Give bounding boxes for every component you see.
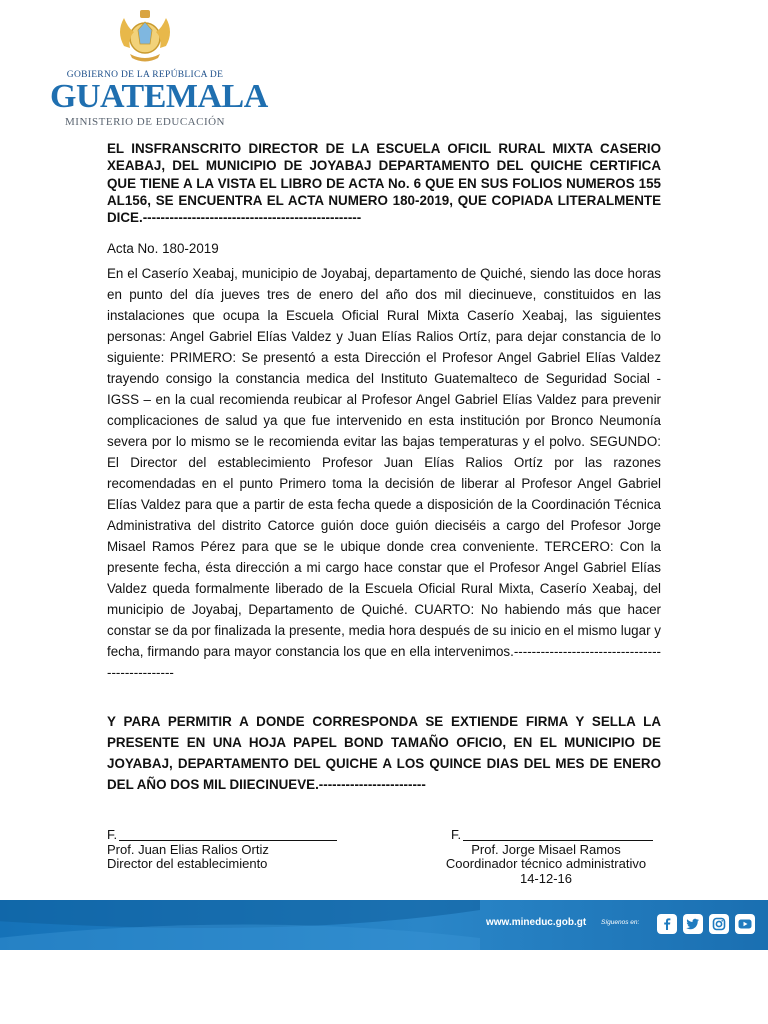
website-link[interactable]: www.mineduc.gob.gt bbox=[486, 917, 587, 928]
document-body bbox=[107, 140, 661, 795]
youtube-icon[interactable] bbox=[735, 914, 755, 934]
twitter-icon[interactable] bbox=[683, 914, 703, 934]
signature-f-label: F. bbox=[450, 827, 462, 842]
acta-number: Acta No. 180-2019 bbox=[107, 241, 219, 257]
certification-intro: EL INSFRANSCRITO DIRECTOR DE LA ESCUELA OFICIL RURAL MIXTA CASERIO XEABAJ, DEL MUNICIPIO DE JOYABAJ DEPARTAMENTO DEL QUICHE CERTIFICA QUE TIENE A LA VISTA EL LIBRO DE ACTA No. 6 QUE EN SUS FOLIOS NUMEROS 155 AL156, SE ENCUENTRA EL ACTA NUMERO 180-2019, QUE COPIADA LITERALMENTE DICE.------------------------------------------------- bbox=[107, 141, 661, 226]
facebook-icon[interactable] bbox=[657, 914, 677, 934]
government-line: GOBIERNO DE LA REPÚBLICA DE bbox=[66, 70, 224, 80]
signer-role: Coordinador técnico administrativo bbox=[445, 856, 647, 872]
country-name: GUATEMALA bbox=[50, 78, 268, 115]
signature-left bbox=[107, 828, 337, 872]
follow-label: Síguenos en: bbox=[601, 919, 640, 926]
ministry-name: MINISTERIO DE EDUCACIÓN bbox=[65, 116, 225, 128]
closing-statement: Y PARA PERMITIR A DONDE CORRESPONDA SE EXTIENDE FIRMA Y SELLA LA PRESENTE EN UNA HOJA PAPEL BOND TAMAÑO OFICIO, EN EL MUNICIPIO DE JOYABAJ, DEPARTAMENTO DEL QUICHE A LOS QUINCE DIAS DEL MES DE ENERO DEL AÑO DOS MIL DIIECINUEVE.------------------------ bbox=[107, 714, 661, 793]
signature-line bbox=[463, 840, 653, 841]
signer-name: Prof. Jorge Misael Ramos bbox=[471, 841, 621, 857]
letterhead bbox=[50, 8, 268, 132]
signer-name: Prof. Juan Elias Ralios Ortiz bbox=[107, 841, 269, 857]
instagram-icon[interactable] bbox=[709, 914, 729, 934]
signature-right bbox=[426, 828, 666, 886]
coat-of-arms-icon bbox=[110, 8, 180, 66]
signer-role: Director del establecimiento bbox=[107, 856, 268, 872]
footer-wave bbox=[0, 900, 480, 950]
signature-f-label: F. bbox=[107, 827, 118, 842]
footer-band bbox=[0, 900, 768, 950]
acta-text: En el Caserío Xeabaj, municipio de Joyabaj, departamento de Quiché, siendo las doce horas en punto del día jueves tres de enero del año dos mil diecinueve, constituidos en las instalaciones que ocupa la Escuela Oficial Rural Mixta Caserío Xeabaj, las siguientes personas: Angel Gabriel Elías Valdez y Juan Elías Ralios Ortíz, para dejar constancia de lo siguiente: PRIMERO: Se presentó a esta Dirección el Profesor Angel Gabriel Elías Valdez trayendo consigo la constancia medica del Instituto Guatemalteco de Seguridad Social - IGSS – en la cual recomienda reubicar al Profesor Angel Gabriel Elías Valdez para prevenir complicaciones de salud ya que fue intervenido en esta institución por Bronco Neumonía severa por lo mismo se le recomienda evitar las bajas temperaturas y el polvo. SEGUNDO: El Director del establecimiento Profesor Juan Elías Ralios Ortíz por las razones recomendadas en el punto Primero toma la decisión de liberar al Profesor Angel Gabriel Elías Valdez para que a partir de esta fecha quede a disposición de la Coordinación Técnica Administrativa del distrito Catorce guión doce guión dieciséis a cargo del Profesor Jorge Misael Ramos Pérez para que se le ubique donde crea conveniente. TERCERO: Con la presente fecha, ésta dirección a mi cargo hace constar que el Profesor Angel Gabriel Elías Valdez queda formalmente liberado de la Escuela Oficial Rural Mixta, Caserío Xeabaj, del municipio de Joyabaj, Departamento de Quiché. CUARTO: No habiendo más que hacer constar se da por finalizada la presente, media hora después de su inicio en el mismo lugar y fecha, firmando para mayor constancia los que en ella intervenimos.------------------------------------------------ bbox=[107, 266, 661, 681]
signer-code: 14-12-16 bbox=[519, 870, 573, 886]
signature-line bbox=[119, 840, 337, 841]
